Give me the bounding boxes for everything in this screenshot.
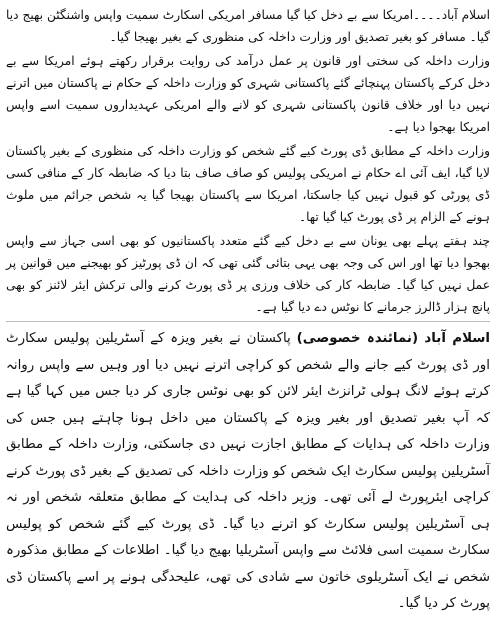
story-one-paragraph-1: اسلام آباد۔۔۔۔امریکا سے بے دخل کیا گیا مسافر امریکی اسکارٹ سمیت واپس واشنگٹن بھیج دیا گیا۔ مسافر کو بغیر تصدیق اور وزارت داخلہ کی منظوری کے بغیر بھیجا گیا۔ [6, 8, 490, 44]
story-two-dateline: اسلام آباد (نمائندہ خصوصی) [296, 331, 490, 346]
story-one-paragraph-4: چند ہفتے پہلے بھی یونان سے بے دخل کیے گئے متعدد پاکستانیوں کو بھی اسی جہاز سے واپس بھجوا دیا تھا اور اس کی وجہ بھی یہی بتائی گئی تھی کہ ان ڈی پورٹیز کو بھیجنے میں قوانین پر عمل نہیں کیا گیا۔ ضابطہ کار کی خلاف ورزی پر ڈی پورٹ کرنے والی ترکش ایئر لائنز کو بھی پانچ ہزار ڈالرز جرمانے کا نوٹس دے دیا گیا ہے۔ [6, 234, 490, 314]
news-story-us-deportee [6, 4, 490, 318]
story-divider [6, 321, 490, 322]
story-one-paragraph-3: وزارت داخلہ کے مطابق ڈی پورٹ کیے گئے شخص کو وزارت داخلہ کی منظوری کے بغیر پاکستان لایا گیا، ایف آئی اے حکام نے امریکی پولیس کو صاف صاف بتا دیا کہ ضابطہ کار کے منافی کسی ڈی پورٹی کو قبول نہیں کیا جاسکتا، امریکا سے پاکستان بھیجا گیا یہ شخص جرائم میں ملوث ہونے کے الزام پر ڈی پورٹ کیا گیا تھا۔ [6, 144, 490, 224]
story-one-paragraph-2: وزارت داخلہ کی سختی اور قانون پر عمل درآمد کی روایت برقرار رکھتے ہوئے امریکا سے بے دخل کرکے پاکستان پہنچائے گئے پاکستانی شہری کو وزارت داخلہ کے حکام نے پاکستان میں اترنے نہیں دیا اور خلاف قانون پاکستانی شہری کو لانے والے امریکی عہدیداروں سمیت اسے واپس امریکا بھجوا دیا ہے۔ [6, 54, 490, 134]
story-two-paragraph [6, 326, 490, 618]
news-story-australian-deportee [6, 326, 490, 618]
story-two-body: پاکستان نے بغیر ویزہ کے آسٹریلین پولیس سکارٹ اور ڈی پورٹ کیے جانے والے شخص کو کراچی اترنے نہیں دیا اور وہیں سے واپس روانہ کرتے ہوئے لانگ ہولی ٹرانزٹ ایئر لائن کو بھی نوٹس جاری کر دیا جس میں کہا گیا ہے کہ آپ بغیر تصدیق اور بغیر ویزہ کے پاکستان میں داخل ہونا چاہتے ہیں جس کی وزارت داخلہ کی ہدایات کے مطابق اجازت نہیں دی جاسکتی، وزارت داخلہ کے مطابق آسٹریلین پولیس سکارٹ ایک شخص کو وزارت داخلہ کی تصدیق کے بغیر ڈی پورٹ کرنے کراچی ایئرپورٹ لے آئی تھی۔ وزیر داخلہ کی ہدایت کے مطابق متعلقہ شخص اور نہ ہی آسٹریلین پولیس سکارٹ کو اترنے دیا گیا۔ ڈی پورٹ کیے گئے شخص کو پولیس سکارٹ سمیت اسی فلائٹ سے واپس آسٹریلیا بھیج دیا گیا۔ اطلاعات کے مطابق مذکورہ شخص نے ایک آسٹریلوی خاتون سے شادی کی تھی، علیحدگی ہونے پر اسے پاکستان ڈی پورٹ کر دیا گیا۔ [6, 331, 490, 611]
